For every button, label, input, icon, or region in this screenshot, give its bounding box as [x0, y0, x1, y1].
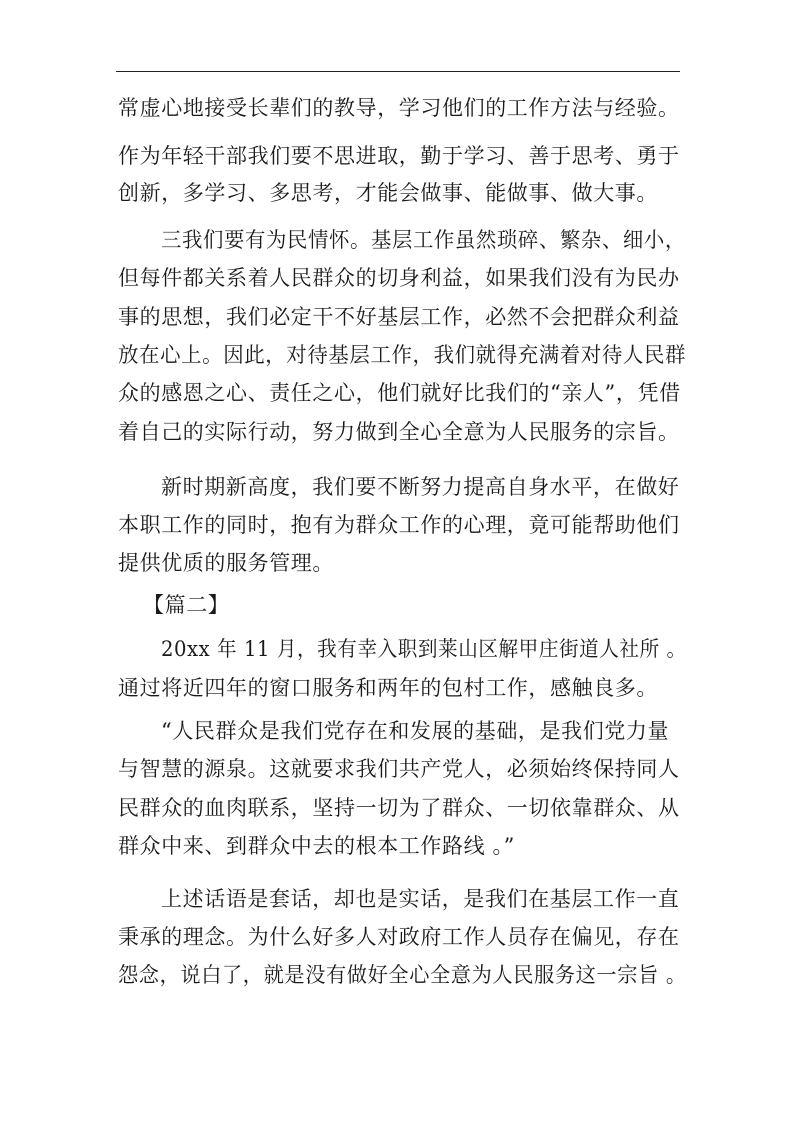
- text-line: 作为年轻干部我们要不思进取，勤于学习、善于思考、勇于: [118, 144, 680, 168]
- text-line: 着自己的实际行动，努力做到全心全意为人民服务的宗旨。: [118, 420, 680, 444]
- text-line: “人民群众是我们党存在和发展的基础，是我们党力量: [161, 719, 670, 743]
- text-line: 但每件都关系着人民群众的切身利益，如果我们没有为民办: [118, 266, 680, 290]
- text-line: 放在心上。因此，对待基层工作，我们就得充满着对待人民群: [118, 343, 687, 367]
- text-line: 通过将近四年的窗口服务和两年的包村工作，感触良多。: [118, 676, 658, 700]
- text-line: 众的感恩之心、责任之心，他们就好比我们的“亲人”，凭借: [118, 381, 681, 405]
- header-rule: [116, 71, 680, 72]
- text-line: 民群众的血肉联系，坚持一切为了群众、一切依靠群众、从: [118, 796, 680, 820]
- text-line: 新时期新高度，我们要不断努力提高自身水平，在做好: [161, 475, 680, 499]
- text-line: 事的思想，我们必定干不好基层工作，必然不会把群众利益: [118, 305, 680, 329]
- text-line: 本职工作的同时，抱有为群众工作的心理，竟可能帮助他们: [118, 513, 680, 537]
- text-line: 创新，多学习、多思考，才能会做事、能做事、做大事。: [118, 181, 658, 205]
- text-line: 20xx 年 11 月，我有幸入职到莱山区解甲庄街道人社所 。: [161, 637, 687, 661]
- text-line: 与智慧的源泉。这就要求我们共产党人，必须始终保持同人: [118, 757, 680, 781]
- section-heading: 【篇二】: [143, 593, 230, 617]
- text-line: 秉承的理念。为什么好多人对政府工作人员存在偏见，存在: [118, 925, 680, 949]
- text-line: 群众中来、到群众中去的根本工作路线 。”: [118, 834, 515, 858]
- text-line: 提供优质的服务管理。: [118, 551, 334, 575]
- text-line: 上述话语是套话，却也是实话，是我们在基层工作一直: [161, 887, 680, 911]
- text-line: 怨念，说白了，就是没有做好全心全意为人民服务这一宗旨 。: [118, 963, 687, 987]
- text-line: 常虚心地接受长辈们的教导，学习他们的工作方法与经验。: [118, 96, 680, 120]
- text-line: 三我们要有为民情怀。基层工作虽然琐碎、繁杂、细小，: [161, 228, 686, 252]
